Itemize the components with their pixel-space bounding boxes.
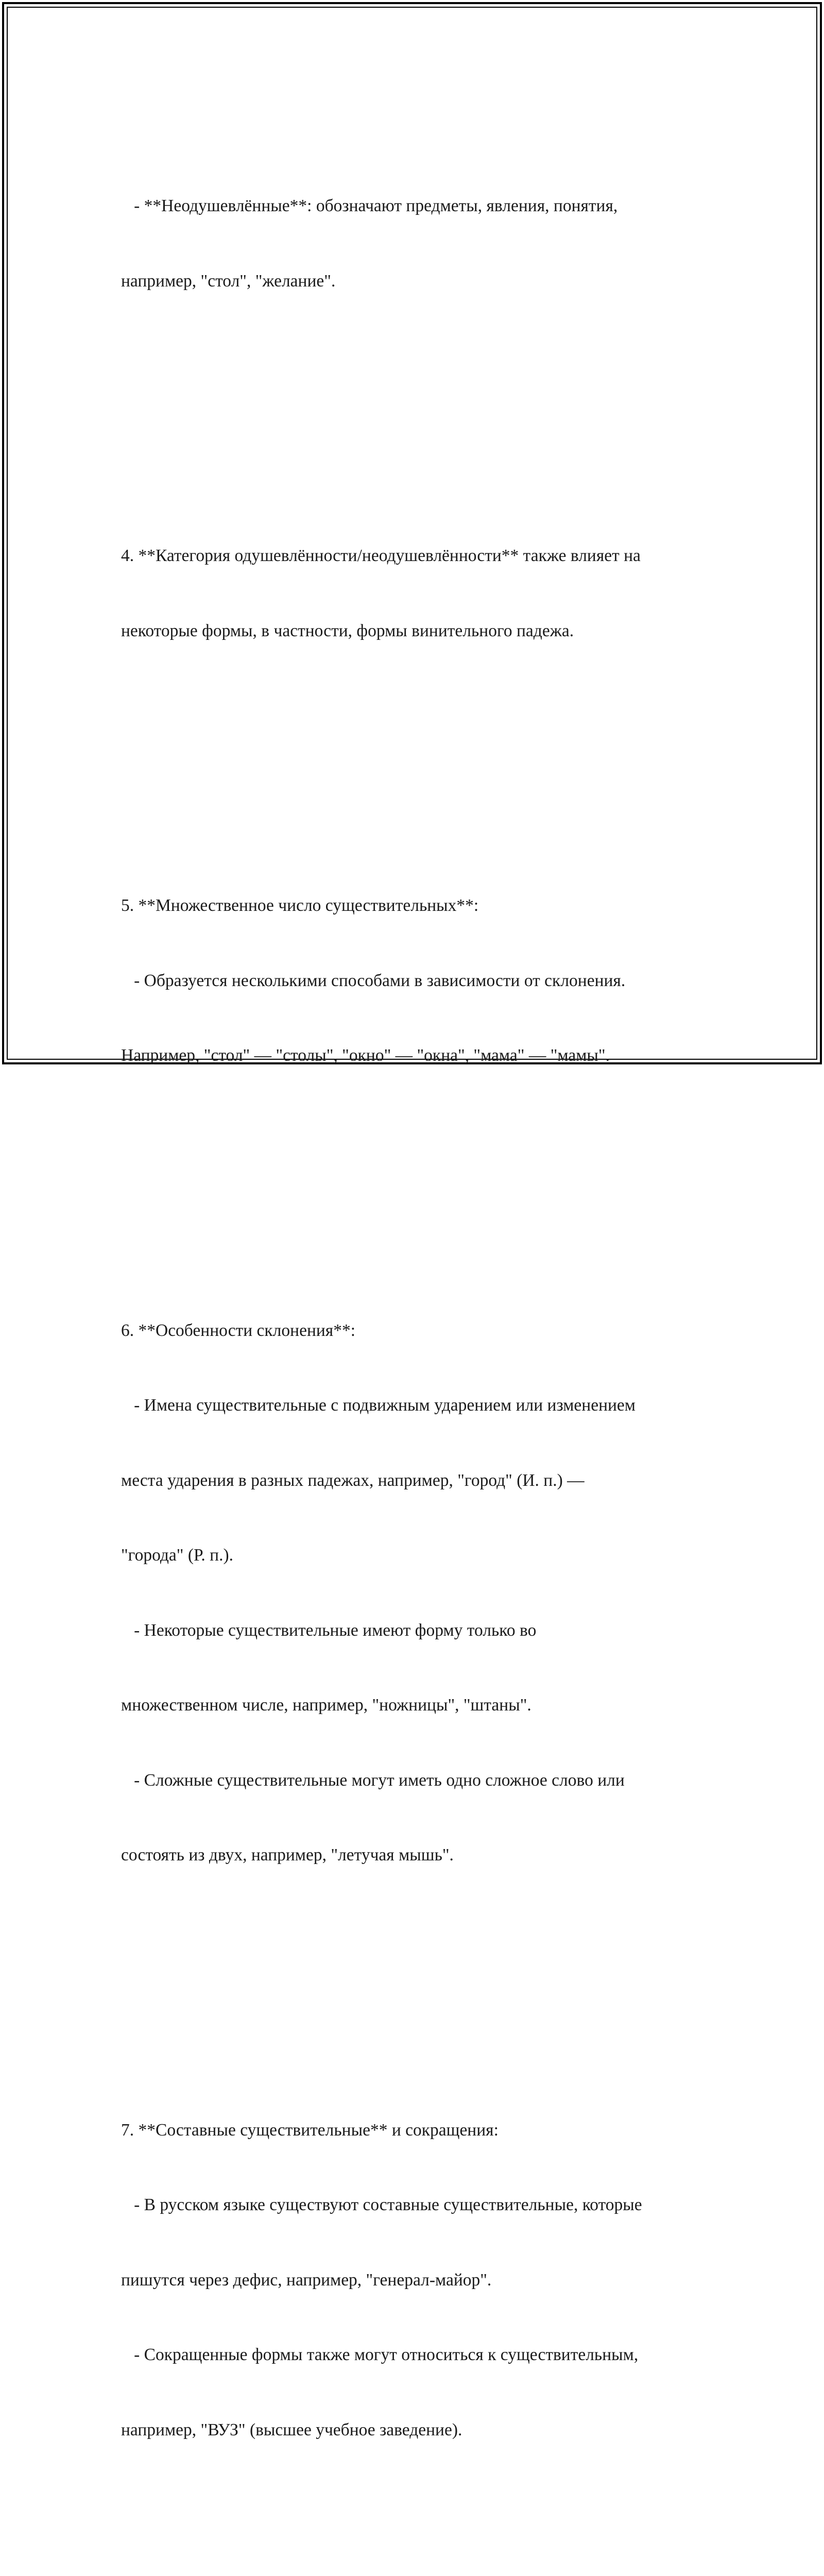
paragraph-compound-nouns xyxy=(121,2068,729,2493)
text-line: - Сокращенные формы также могут относиться к существительным, xyxy=(121,2345,639,2364)
text-line: 4. **Категория одушевлённости/неодушевлённости** также влияет на xyxy=(121,546,641,565)
text-line: - Имена существительные с подвижным ударением или изменением xyxy=(121,1396,636,1415)
paragraph-plural xyxy=(121,843,729,1118)
paragraph-declension-features xyxy=(121,1268,729,1918)
paragraph-gap xyxy=(121,743,729,769)
text-line: пишутся через дефис, например, "генерал-майор". xyxy=(121,2270,492,2290)
text-line: например, "стол", "желание". xyxy=(121,271,336,291)
text-line: - Образуется несколькими способами в зависимости от склонения. xyxy=(121,971,626,990)
text-line: "города" (Р. п.). xyxy=(121,1546,234,1565)
text-line: 6. **Особенности склонения**: xyxy=(121,1320,356,1340)
paragraph-animacy-category xyxy=(121,494,729,693)
text-line: - Некоторые существительные имеют форму только во xyxy=(121,1620,537,1640)
paragraph-gap xyxy=(121,2543,729,2568)
paragraph-gap xyxy=(121,394,729,419)
text-line: места ударения в разных падежах, например, "город" (И. п.) — xyxy=(121,1470,585,1490)
text-line: Например, "стол" — "столы", "окно" — "окна", "мама" — "мамы". xyxy=(121,1046,610,1065)
text-line: например, "ВУЗ" (высшее учебное заведение). xyxy=(121,2420,462,2439)
text-line: - **Неодушевлённые**: обозначают предметы, явления, понятия, xyxy=(121,196,618,215)
document-body xyxy=(121,94,729,2576)
text-line: 7. **Составные существительные** и сокращения: xyxy=(121,2120,499,2140)
text-line: множественном числе, например, "ножницы", "штаны". xyxy=(121,1696,531,1715)
paragraph-inanimate xyxy=(121,144,729,344)
text-line: некоторые формы, в частности, формы винительного падежа. xyxy=(121,621,574,640)
text-line: - В русском языке существуют составные существительные, которые xyxy=(121,2195,642,2214)
text-line: 5. **Множественное число существительных**: xyxy=(121,896,479,915)
paragraph-gap xyxy=(121,1968,729,1993)
paragraph-gap xyxy=(121,1168,729,1194)
text-line: состоять из двух, например, "летучая мышь". xyxy=(121,1845,454,1865)
text-line: - Сложные существительные могут иметь одно сложное слово или xyxy=(121,1770,625,1790)
